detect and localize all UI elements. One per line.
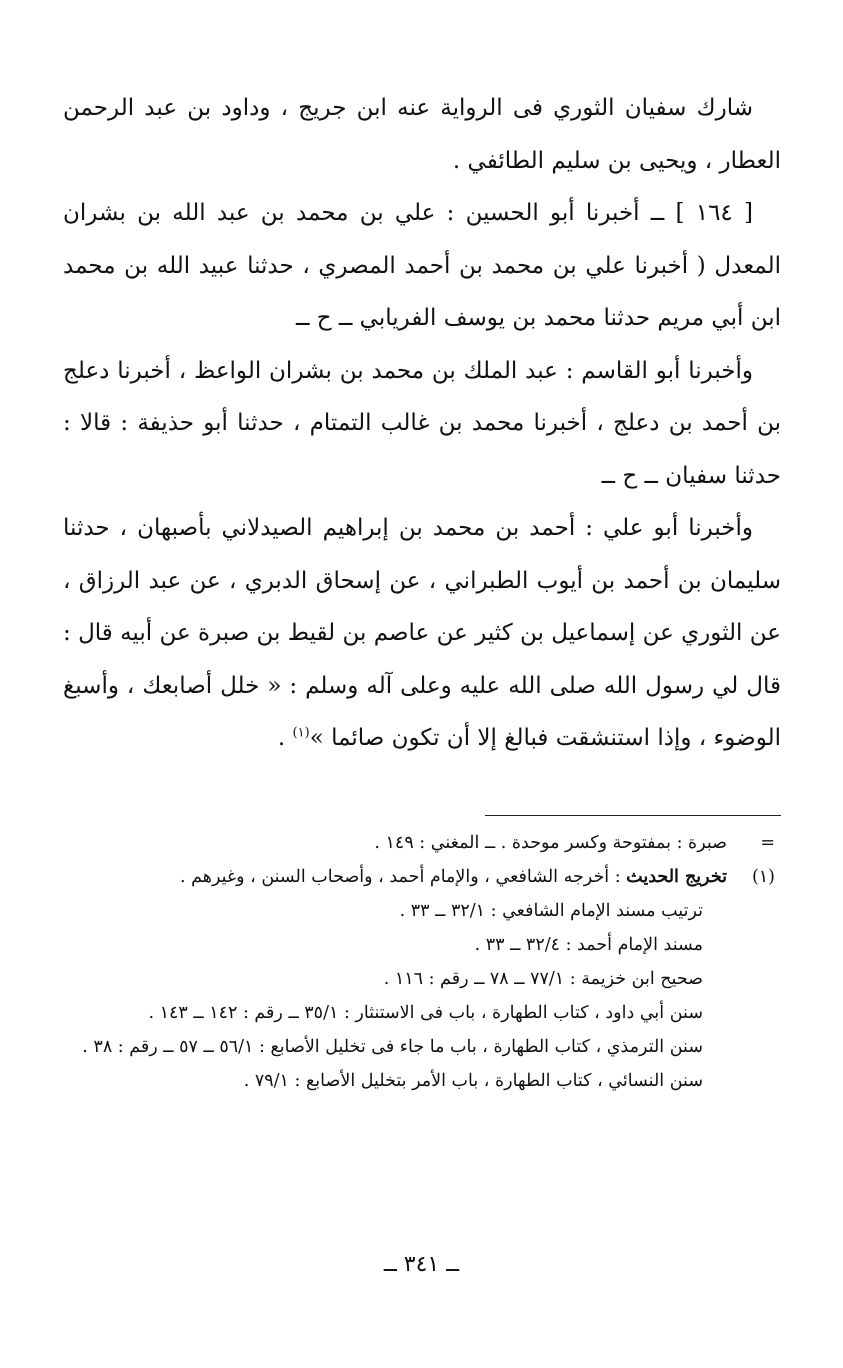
- page-number: ــ ٣٤١ ــ: [383, 1252, 460, 1277]
- source-item: سنن الترمذي ، كتاب الطهارة ، باب ما جاء فى تخليل الأصابع : ٥٦/١ ــ ٥٧ ــ رقم : ٣٨ .: [82, 1037, 703, 1057]
- footnote-1: [63, 860, 781, 894]
- paragraph-4-text: وأخبرنا أبو علي : أحمد بن محمد بن إبراهيم الصيدلاني بأصبهان ، حدثنا سليمان بن أحمد بن أيوب الطبراني ، عن إسحاق الدبري ، عن عبد الرزاق ، عن الثوري عن إسماعيل بن كثير عن عاصم بن لقيط بن صبرة عن أبيه قال : قال لي رسول الله صلى الله عليه وعلى آله وسلم : « خلل أصابعك ، وأسبغ الوضوء ، وإذا استنشقت فبالغ إلا أن تكون صائما »: [63, 515, 781, 751]
- source-item: سنن النسائي ، كتاب الطهارة ، باب الأمر بتخليل الأصابع : ٧٩/١ .: [243, 1071, 703, 1091]
- footnotes: [63, 826, 781, 1098]
- main-text: [63, 82, 781, 765]
- paragraph-2: [ ١٦٤ ] ــ أخبرنا أبو الحسين : علي بن محمد بن عبد الله بن بشران المعدل ( أخبرنا علي بن محمد بن أحمد المصري ، حدثنا عبيد الله بن محمد ابن أبي مريم حدثنا محمد بن يوسف الفريابي ــ ح ــ: [63, 200, 781, 331]
- paragraph-4-period: .: [277, 725, 293, 751]
- footnote-reference[interactable]: (١): [292, 725, 310, 741]
- continuation-text: صبرة : بمفتوحة وكسر موحدة . ــ المغني : ١٤٩ .: [374, 833, 727, 853]
- source-item: سنن أبي داود ، كتاب الطهارة ، باب فى الاستنثار : ٣٥/١ ــ رقم : ١٤٢ ــ ١٤٣ .: [148, 1003, 703, 1023]
- footnote-separator: [485, 815, 781, 816]
- footnote-continuation: [63, 826, 781, 860]
- source-item: مسند الإمام أحمد : ٣٢/٤ ــ ٣٣ .: [474, 935, 703, 955]
- continuation-marker: =: [760, 833, 775, 853]
- footnote-1-marker: (١): [751, 867, 775, 887]
- footnote-1-heading: تخريج الحديث: [626, 867, 727, 887]
- source-item: ترتيب مسند الإمام الشافعي : ٣٢/١ ــ ٣٣ .: [399, 901, 703, 921]
- source-item: صحيح ابن خزيمة : ٧٧/١ ــ ٧٨ ــ رقم : ١١٦ .: [383, 969, 703, 989]
- footnote-1-body: [63, 860, 727, 894]
- paragraph-3: وأخبرنا أبو القاسم : عبد الملك بن محمد بن بشران الواعظ ، أخبرنا دعلج بن أحمد بن دعلج ، أخبرنا محمد بن غالب التمتام ، حدثنا أبو حذيفة : قالا : حدثنا سفيان ــ ح ــ: [63, 357, 781, 489]
- footnote-sources: [63, 894, 781, 1098]
- paragraph-1: شارك سفيان الثوري فى الرواية عنه ابن جريج ، وداود بن عبد الرحمن العطار ، ويحيى بن سليم الطائفي .: [63, 95, 781, 174]
- paragraph-4: [63, 502, 781, 765]
- footnote-1-text: : أخرجه الشافعي ، والإمام أحمد ، وأصحاب السنن ، وغيرهم .: [180, 867, 621, 887]
